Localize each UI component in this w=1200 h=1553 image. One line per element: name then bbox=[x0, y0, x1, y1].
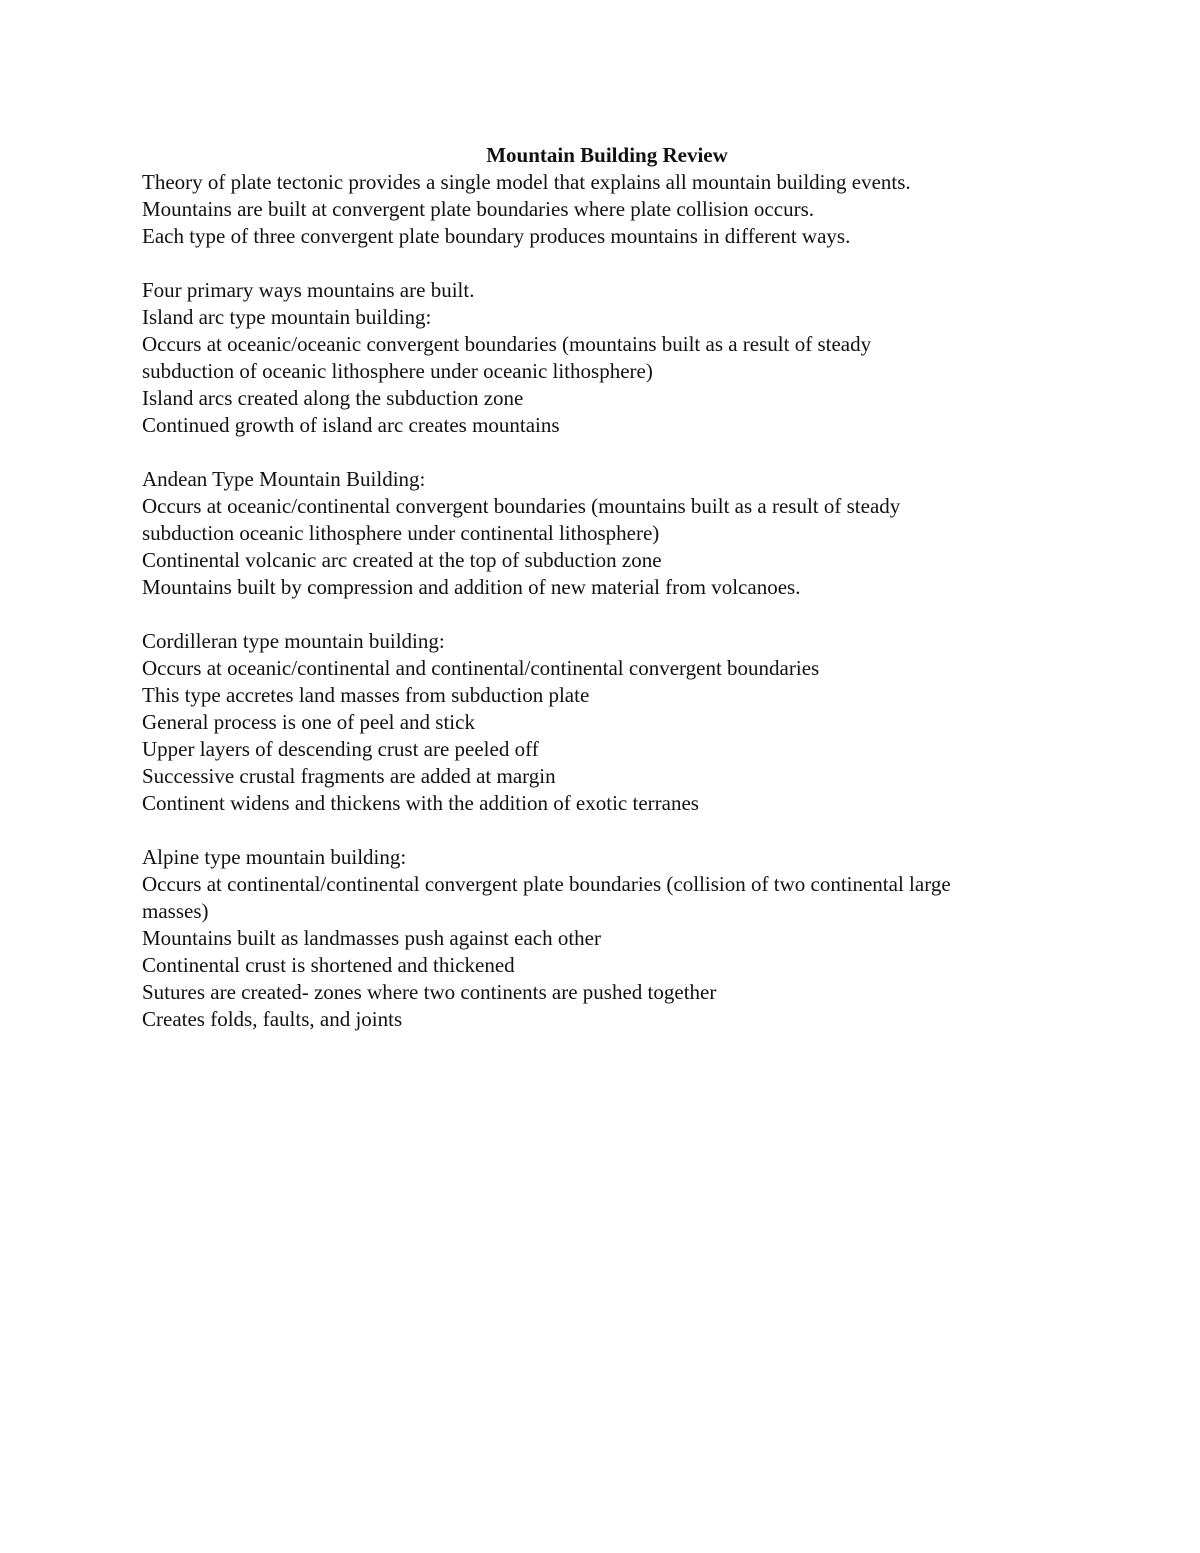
section-heading: Cordilleran type mountain building: bbox=[142, 629, 445, 653]
text-line: Mountains are built at convergent plate boundaries where plate collision occurs. bbox=[142, 197, 814, 221]
text-line: Island arcs created along the subduction zone bbox=[142, 386, 524, 410]
paragraph-gap bbox=[142, 250, 1072, 277]
text-line: Mountains built as landmasses push against each other bbox=[142, 926, 601, 950]
text-line: Each type of three convergent plate boundary produces mountains in different ways. bbox=[142, 224, 851, 248]
alpine-section bbox=[142, 844, 1072, 1033]
island-arc-section bbox=[142, 277, 1072, 439]
section-heading: Island arc type mountain building: bbox=[142, 305, 432, 329]
document-body bbox=[142, 142, 1072, 1033]
paragraph-gap bbox=[142, 601, 1072, 628]
text-line: Occurs at oceanic/continental and continental/continental convergent boundaries bbox=[142, 656, 820, 680]
intro-paragraph bbox=[142, 169, 1072, 250]
text-line: masses) bbox=[142, 899, 209, 923]
text-line: Occurs at oceanic/oceanic convergent boundaries (mountains built as a result of steady bbox=[142, 332, 872, 356]
text-line: Upper layers of descending crust are peeled off bbox=[142, 737, 539, 761]
text-line: Theory of plate tectonic provides a single model that explains all mountain building events. bbox=[142, 170, 911, 194]
text-line: Continent widens and thickens with the addition of exotic terranes bbox=[142, 791, 699, 815]
text-line: Mountains built by compression and addition of new material from volcanoes. bbox=[142, 575, 801, 599]
text-line: Creates folds, faults, and joints bbox=[142, 1007, 403, 1031]
cordilleran-section bbox=[142, 628, 1072, 817]
text-line: General process is one of peel and stick bbox=[142, 710, 475, 734]
text-line: This type accretes land masses from subduction plate bbox=[142, 683, 590, 707]
andean-section bbox=[142, 466, 1072, 601]
text-line: subduction of oceanic lithosphere under oceanic lithosphere) bbox=[142, 359, 653, 383]
text-line: Occurs at continental/continental convergent plate boundaries (collision of two continental large bbox=[142, 872, 951, 896]
section-heading: Andean Type Mountain Building: bbox=[142, 467, 426, 491]
paragraph-gap bbox=[142, 817, 1072, 844]
text-line: Continued growth of island arc creates mountains bbox=[142, 413, 560, 437]
text-line: Occurs at oceanic/continental convergent boundaries (mountains built as a result of steady bbox=[142, 494, 901, 518]
text-line: Successive crustal fragments are added at margin bbox=[142, 764, 556, 788]
text-line: Sutures are created- zones where two continents are pushed together bbox=[142, 980, 717, 1004]
text-line: subduction oceanic lithosphere under continental lithosphere) bbox=[142, 521, 660, 545]
paragraph-gap bbox=[142, 439, 1072, 466]
text-line: Continental crust is shortened and thickened bbox=[142, 953, 515, 977]
document-title: Mountain Building Review bbox=[486, 143, 728, 167]
text-line: Four primary ways mountains are built. bbox=[142, 278, 475, 302]
text-line: Continental volcanic arc created at the top of subduction zone bbox=[142, 548, 662, 572]
section-heading: Alpine type mountain building: bbox=[142, 845, 407, 869]
